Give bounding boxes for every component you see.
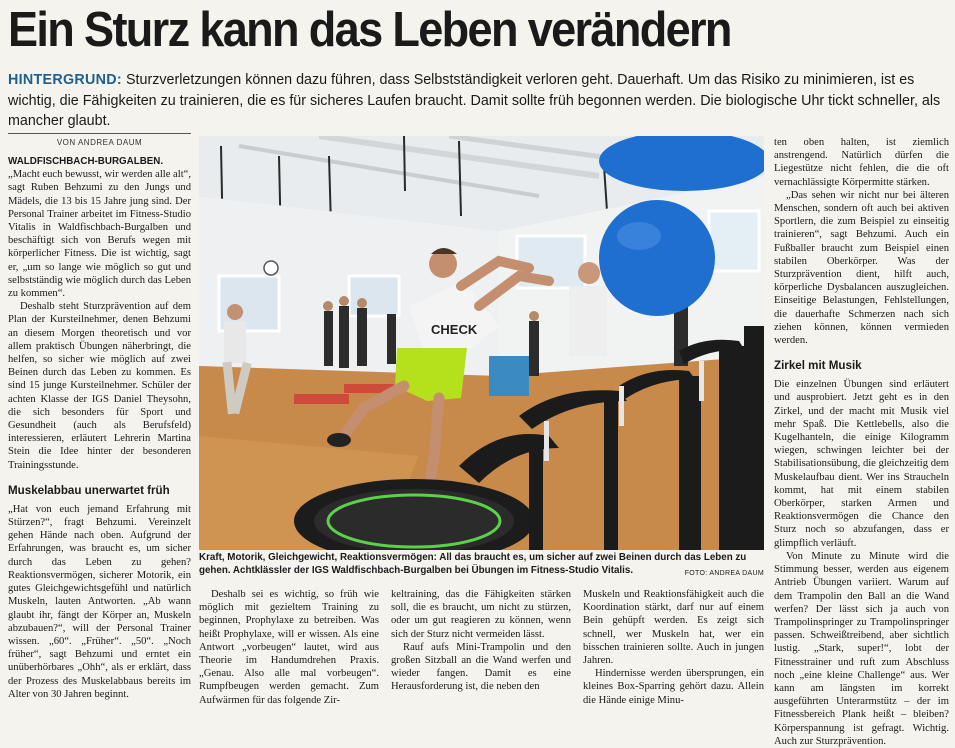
column-2	[199, 588, 379, 707]
column-5	[774, 136, 949, 748]
column-3	[391, 588, 571, 694]
intro	[8, 70, 948, 132]
col1-paragraph-1: „Macht euch bewusst, wir werden alle alt“, sagt Ruben Behzumi zu den Jungs und Mädels, die 13 bis 15 Jahre jung sind. Der Personal Trainer arbeitet im Fitness-Studio Vitalis in Waldfischbach-Burgalben und beschäftigt sich von Berufs wegen mit körperlicher Fitness. Die ist wichtig, sagt er, „um so lange wie möglich so gut und selbstständig wie möglich durch das Leben zu kommen“.	[8, 169, 191, 300]
column-1	[8, 155, 191, 701]
col1-paragraph-3: „Hat von euch jemand Erfahrung mit Stürzen?“, fragt Behzumi. Vereinzelt gehen Hände nach oben. Aufgrund der Erfahrungen, was braucht es, um sicher durch das Leben zu gehen? Reaktionsvermögen, sicherer Motorik, ein gutes Gleichgewichtsgefühl und natürlich Muskeln, lauten Antworten. „Ab wann glaubt ihr, fängt der Körper an, Muskeln abzubauen?“, will der Personal Trainer wissen. „60“. „Früher“. „50“. „Noch früher“, sagt Behzumi und erntet ein unüberhörbares „Ohh“, als er erklärt, dass der Prozess des Muskelabbaus bereits im Alter von 30 Jahren beginnt.	[8, 503, 191, 700]
author-byline: VON ANDREA DAUM	[8, 133, 191, 147]
col5-paragraph-2: „Das sehen wir nicht nur bei älteren Menschen, sondern oft auch bei aktiven Sportlern, die zum Beispiel zu einseitig trainieren“, sagt Behzumi. Auch ein Fußballer braucht zum Beispiel einen stabilen Oberkörper. Was der Sturzprävention dient, hilft auch, körperliche Dysbalancen auszugleichen. Einseitige Belastungen, Fehlstellungen, die dauerhafte Schmerzen nach sich ziehen können, können vermieden werden.	[774, 189, 949, 347]
headline: Ein Sturz kann das Leben verändern	[8, 3, 731, 57]
article-photo	[199, 136, 764, 550]
col4-paragraph-2: Hindernisse werden übersprungen, ein kleines Box-Sparring gehört dazu. Allein die Hände einige Minu-	[583, 668, 764, 706]
col1-paragraph-2: Deshalb steht Sturzprävention auf dem Plan der Kursteilnehmer, denen Behzumi an diesem Morgen theoretisch und vor allem praktisch Übungen näherbringt, die helfen, so sicher wie möglich auf zwei Beinen durch das Leben zu kommen. Es sind 15 junge Kursteilnehmer. Schüler der achten Klasse der IGS Daniel Theysohn, die sich besonders für Sport und Gesundheit (auch als Berufsfeld) interessieren, erläutert Lehrerin Martina Stein die Idee hinter der besonderen Trainingsstunde.	[8, 301, 191, 471]
subheading-zirkel: Zirkel mit Musik	[774, 359, 862, 373]
gym-scene-image	[199, 136, 764, 550]
caption-text: Kraft, Motorik, Gleichgewicht, Reaktionsvermögen: All das braucht es, um sicher auf zwei Beinen durch das Leben zu gehen. Achtklässler der IGS Waldfischbach-Burgalben bei Übungen im Fitness-Studio Vitalis.	[199, 552, 747, 576]
shirt-print-text: CHECK	[431, 322, 478, 337]
column-4	[583, 588, 764, 707]
col3-paragraph-2: Rauf aufs Mini-Trampolin und den großen Sitzball an die Wand werfen und wieder fangen. Damit es eine Herausforderung ist, die neben den	[391, 641, 571, 693]
col5-paragraph-4: Von Minute zu Minute wird die Stimmung besser, werden aus eigenem Antrieb Übungen variiert. Warum auf dem Trampolin den Ball an die Wand werfen? Der lässt sich ja auch von Trampolinspringer zu Trampolinspringer passen. Schweißtreibend, aber sichtlich lustig. „Stark, super!“, lobt der Fitnesstrainer und ruft zum Abschluss noch „eine kleine Challenge“ aus. Wer kann am längsten im korrekt ausgeführten Unterarmstütz – der im Fitnessbereich Plank heißt – bleiben? Körperspannung ist gefragt. Wichtig. Auch zur Sturzprävention.	[774, 550, 949, 747]
photo-credit: FOTO: ANDREA DAUM	[684, 569, 764, 577]
photo-caption	[199, 552, 764, 580]
dateline: WALDFISCHBACH-BURGALBEN.	[8, 156, 164, 167]
col2-paragraph-1: Deshalb sei es wichtig, so früh wie möglich mit gezieltem Training zu beginnen, Prophylaxe zu betreiben. Was heißt Prophylaxe, will er wissen. Als eine Antwort „vorbeugen“ lautet, wird aus Theorie im Handumdrehen Praxis. „Genau. Also alle mal vorbeugen“. Rumpfbeugen werden gemacht. Zum Aufwärmen für das folgende Zir-	[199, 589, 379, 706]
col5-paragraph-3: Die einzelnen Übungen sind erläutert und ausprobiert. Jetzt geht es in den Zirkel, und der macht mit Musik viel mehr Spaß. Die Kettlebells, also die Kugelhanteln, die einige Kilogramm wiegen, schwingen leichter bei der Stabilisationsübung, die gleichzeitig dem Muskelaufbau dient. Wer ins Straucheln kommt, hat mit einem stabilen Oberkörper, starken Armen und Reaktionsvermögen die Chance den Sturz noch so abzufangen, dass er glimpflich verläuft.	[774, 379, 949, 549]
subheading-muskelabbau: Muskelabbau unerwartet früh	[8, 483, 170, 497]
col5-paragraph-1: ten oben halten, ist ziemlich anstrengend. Natürlich dürfen die Liegestütze nicht fehlen, die die oft vernachlässigte Körpermitte stärken.	[774, 137, 949, 188]
col4-paragraph-1: Muskeln und Reaktionsfähigkeit auch die Koordination stärkt, darf nur auf einem Bein gehüpft werden. Es zeigt sich schnell, wer Muskeln hat, wer ein bisschen trainieren sollte. Auch in jungen Jahren.	[583, 589, 764, 667]
col3-paragraph-1: keltraining, das die Fähigkeiten stärken soll, die es braucht, um nicht zu stürzen, oder um gut reagieren zu können, wenn sich der Sturz nicht vermeiden lässt.	[391, 589, 571, 640]
intro-text: Sturzverletzungen können dazu führen, dass Selbstständigkeit verloren geht. Dauerhaft. Um das Risiko zu minimieren, ist es wichtig, die Fähigkeiten zu trainieren, die es für sicheres Laufen braucht. Damit sollte früh begonnen werden. Die biologische Uhr tickt schneller, als mancher glaubt.	[8, 72, 941, 129]
intro-kicker: HINTERGRUND:	[8, 72, 122, 88]
